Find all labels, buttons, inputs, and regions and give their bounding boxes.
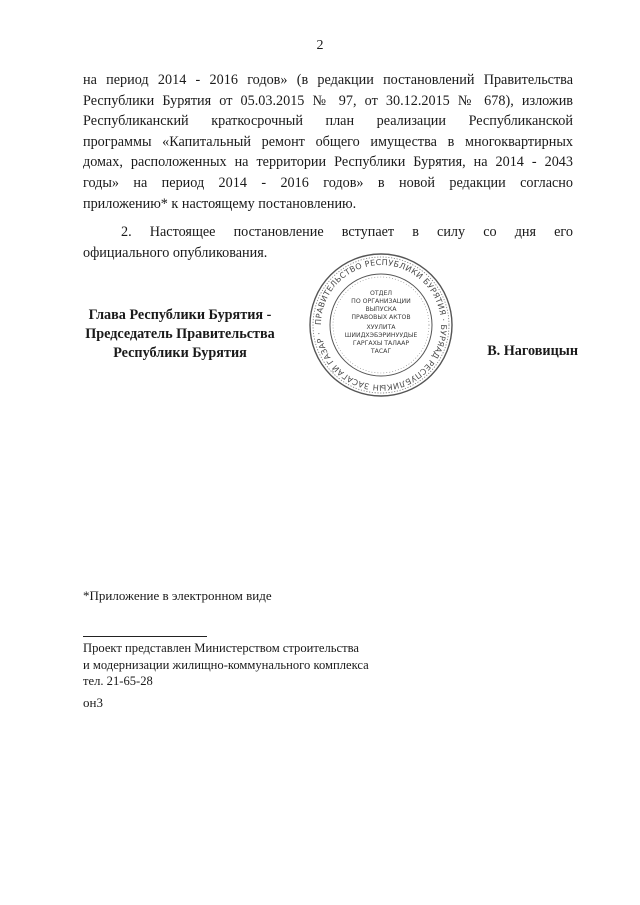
seal-inner-line: ОТДЕЛ <box>369 290 393 297</box>
paragraph-line: Республики Бурятия от 05.03.2015 № 97, от 30.12.2015 № 678), изложив <box>83 92 573 109</box>
seal-inner-line: ВЫПУСКА <box>365 306 397 313</box>
paragraph-line: годы» на период 2014 - 2016 годов» в новой редакции согласно <box>83 174 573 191</box>
seal-inner-line: ШИИДХЭБЭРИНУУДЫЕ <box>344 332 418 339</box>
seal-inner-line: ТАСАГ <box>370 348 392 355</box>
footer-divider <box>83 636 207 637</box>
seal-inner-line: ПРАВОВЫХ АКТОВ <box>351 314 411 321</box>
signatory-position-line: Республики Бурятия <box>113 345 247 361</box>
signatory-position-line: Глава Республики Бурятия - <box>88 307 272 323</box>
paragraph-line: официального опубликования. <box>83 244 268 261</box>
footer-line: тел. 21-65-28 <box>83 674 153 688</box>
footer-note <box>83 640 369 690</box>
seal-inner-line: ГАРГАХЫ ТАЛААР <box>352 340 410 347</box>
seal-inner-line: ХУУЛИТА <box>366 324 396 331</box>
paragraph-line: на период 2014 - 2016 годов» (в редакции постановлений Правительства <box>83 72 573 88</box>
paragraph-line: приложению* к настоящему постановлению. <box>83 195 357 212</box>
signatory-name: В. Наговицын <box>487 343 578 359</box>
paragraph-line: программы «Капитальный ремонт общего имущества в многоквартирных <box>83 133 573 150</box>
paragraph-line: Республиканский краткосрочный план реализации Республиканской <box>83 113 573 130</box>
document-initials: он3 <box>83 695 103 710</box>
footer-line: и модернизации жилищно-коммунального комплекса <box>83 657 369 672</box>
signatory-position-line: Председатель Правительства <box>85 326 275 342</box>
appendix-note: *Приложение в электронном виде <box>83 588 272 603</box>
seal-inner-line: ПО ОРГАНИЗАЦИИ <box>351 298 411 305</box>
paragraph-line: домах, расположенных на территории Республики Бурятия, на 2014 - 2043 <box>83 154 573 171</box>
paragraph-line: 2. Настоящее постановление вступает в силу со дня его <box>121 224 573 240</box>
signatory-position <box>60 306 300 363</box>
body-paragraph-1 <box>83 70 573 214</box>
page-number: 2 <box>316 38 324 53</box>
footer-line: Проект представлен Министерством строительства <box>83 641 359 655</box>
official-seal-stamp <box>308 252 454 398</box>
seal-outer-ring-text: ПРАВИТЕЛЬСТВО РЕСПУБЛИКИ БУРЯТИЯ · БУРЯАД РЕСПУБЛИКЫН ЗАСАГАЙ ГАЗАР · <box>313 257 449 393</box>
